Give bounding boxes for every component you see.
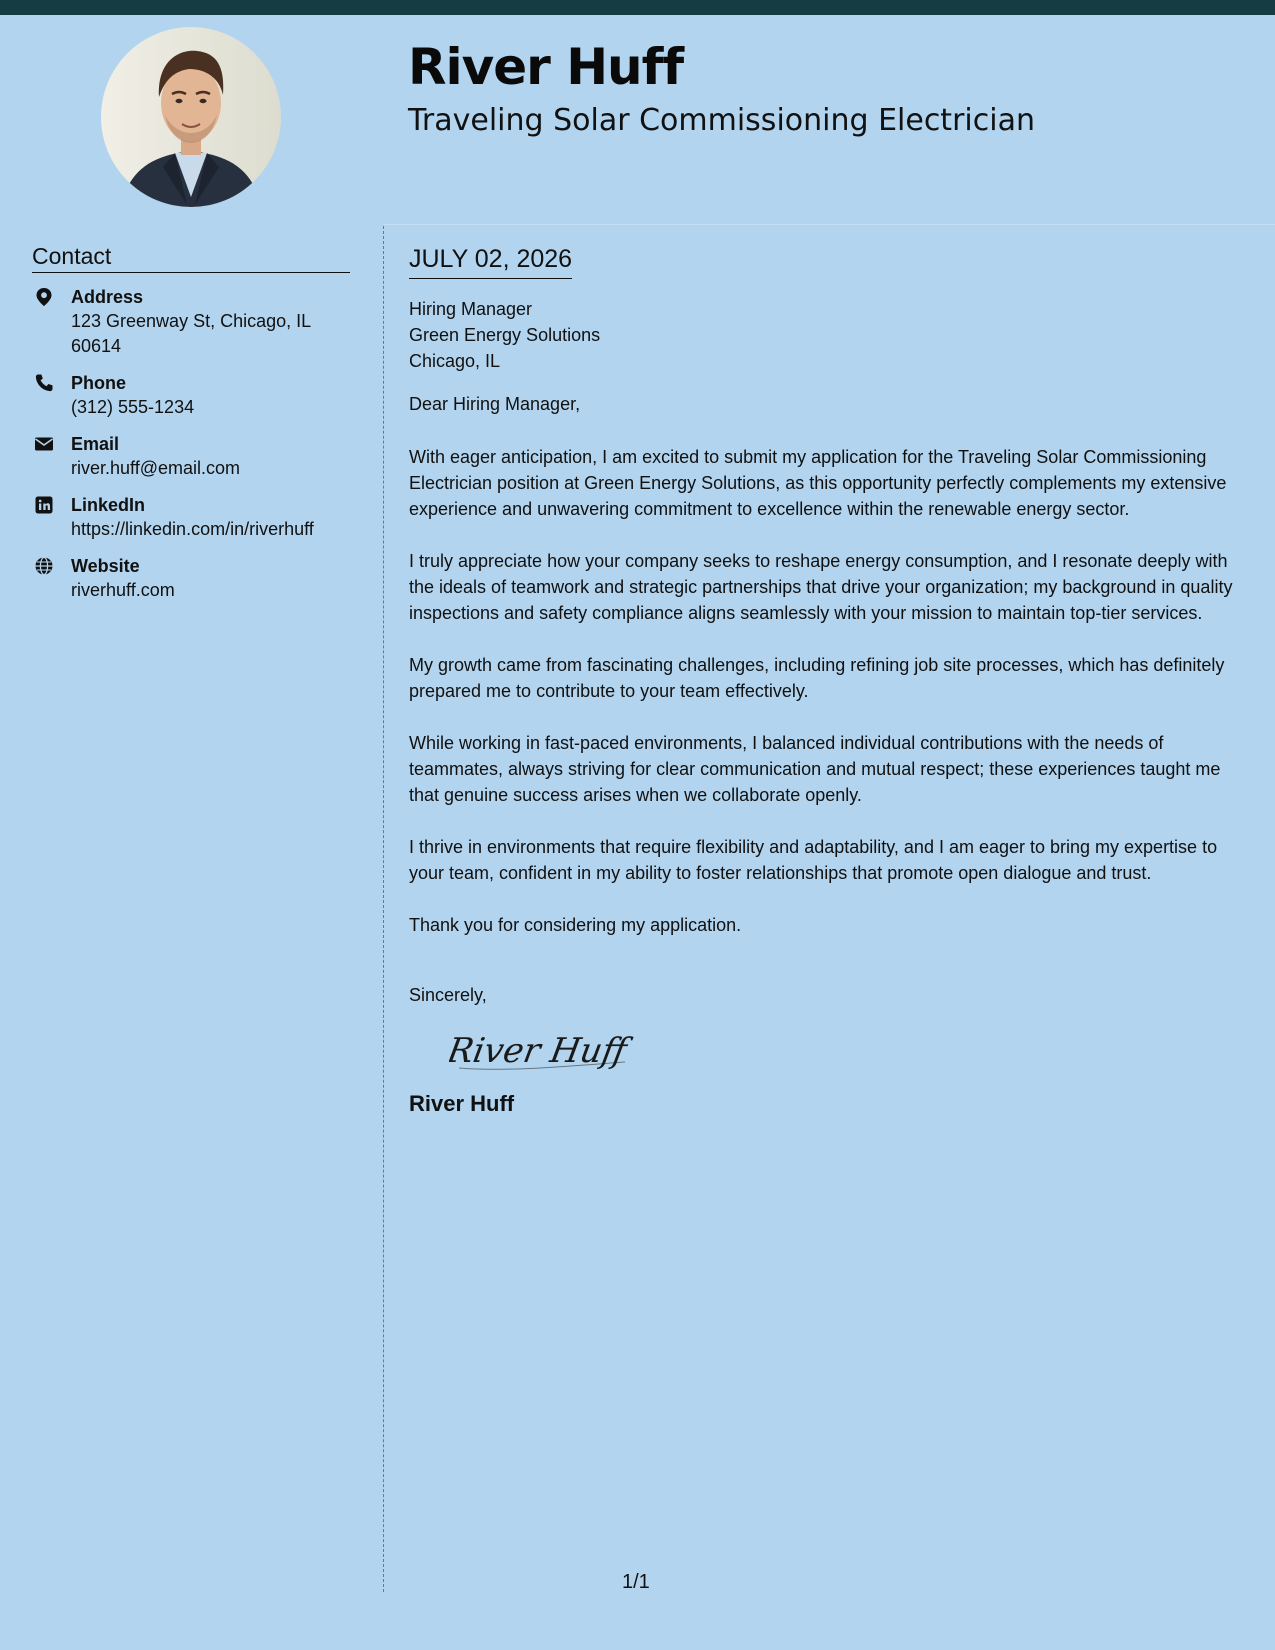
location-pin-icon <box>34 287 54 307</box>
top-accent-bar <box>0 0 1275 15</box>
letter-paragraph: I truly appreciate how your company seeks to reshape energy consumption, and I resonate deeply with the ideals of teamwork and strategic partnerships that drive your organization; my background in quality inspections and safety compliance aligns seamlessly with your mission to maintain top-tier services. <box>409 551 1233 623</box>
letter-paragraph: My growth came from fascinating challenges, including refining job site processes, which has definitely prepared me to contribute to your team effectively. <box>409 655 1225 701</box>
contact-value: 123 Greenway St, Chicago, IL 60614 <box>71 311 311 356</box>
profile-photo <box>101 27 281 207</box>
phone-icon <box>34 373 54 393</box>
contact-item-linkedin <box>32 493 352 542</box>
salutation: Dear Hiring Manager, <box>409 394 581 414</box>
contact-item-website <box>32 554 352 603</box>
contact-item-phone <box>32 371 352 420</box>
contact-list <box>32 285 352 615</box>
letter-body <box>409 244 1251 1118</box>
recipient-line: Hiring Manager <box>409 299 533 319</box>
envelope-icon <box>34 434 54 454</box>
contact-label: Email <box>71 434 120 454</box>
letter-date: JULY 02, 2026 <box>409 244 572 279</box>
letter-paragraph: With eager anticipation, I am excited to submit my application for the Traveling Solar Commissioning Electrician position at Green Energy Solutions, as this opportunity perfectly complements my extensive experience and unwavering commitment to excellence within the renewable energy sector. <box>409 447 1227 519</box>
header-divider <box>384 224 1275 225</box>
letter-paragraph: Thank you for considering my application. <box>409 915 742 935</box>
header-job-title: Traveling Solar Commissioning Electrician <box>408 103 1035 138</box>
recipient-block <box>409 296 1251 374</box>
contact-label: Website <box>71 556 140 576</box>
contact-value[interactable]: riverhuff.com <box>71 580 175 600</box>
contact-value: river.huff@email.com <box>71 458 240 478</box>
recipient-line: Green Energy Solutions <box>409 325 601 345</box>
svg-text:River Huff: River Huff <box>449 1031 630 1071</box>
contact-label: LinkedIn <box>71 495 146 515</box>
recipient-line: Chicago, IL <box>409 351 501 371</box>
contact-item-address <box>32 285 352 359</box>
linkedin-icon <box>34 495 54 515</box>
contact-value[interactable]: https://linkedin.com/in/riverhuff <box>71 519 314 539</box>
column-divider <box>383 226 384 1592</box>
contact-label: Phone <box>71 373 127 393</box>
contact-item-email <box>32 432 352 481</box>
signer-name: River Huff <box>409 1091 515 1116</box>
letter-paragraph: While working in fast-paced environments, I balanced individual contributions with the needs of teammates, always striving for clear communication and mutual respect; these experiences taught me that genuine success arises when we collaborate openly. <box>409 733 1221 805</box>
closing: Sincerely, <box>409 985 487 1005</box>
handwritten-signature <box>449 1022 1251 1082</box>
page-number: 1/1 <box>622 1571 650 1593</box>
contact-label: Address <box>71 287 144 307</box>
contact-value: (312) 555-1234 <box>71 397 195 417</box>
contact-heading: Contact <box>32 242 350 273</box>
header-name: River Huff <box>408 38 684 96</box>
letter-paragraph: I thrive in environments that require flexibility and adaptability, and I am eager to bring my expertise to your team, confident in my ability to foster relationships that promote open dialogue and trust. <box>409 837 1218 883</box>
globe-icon <box>34 556 54 576</box>
